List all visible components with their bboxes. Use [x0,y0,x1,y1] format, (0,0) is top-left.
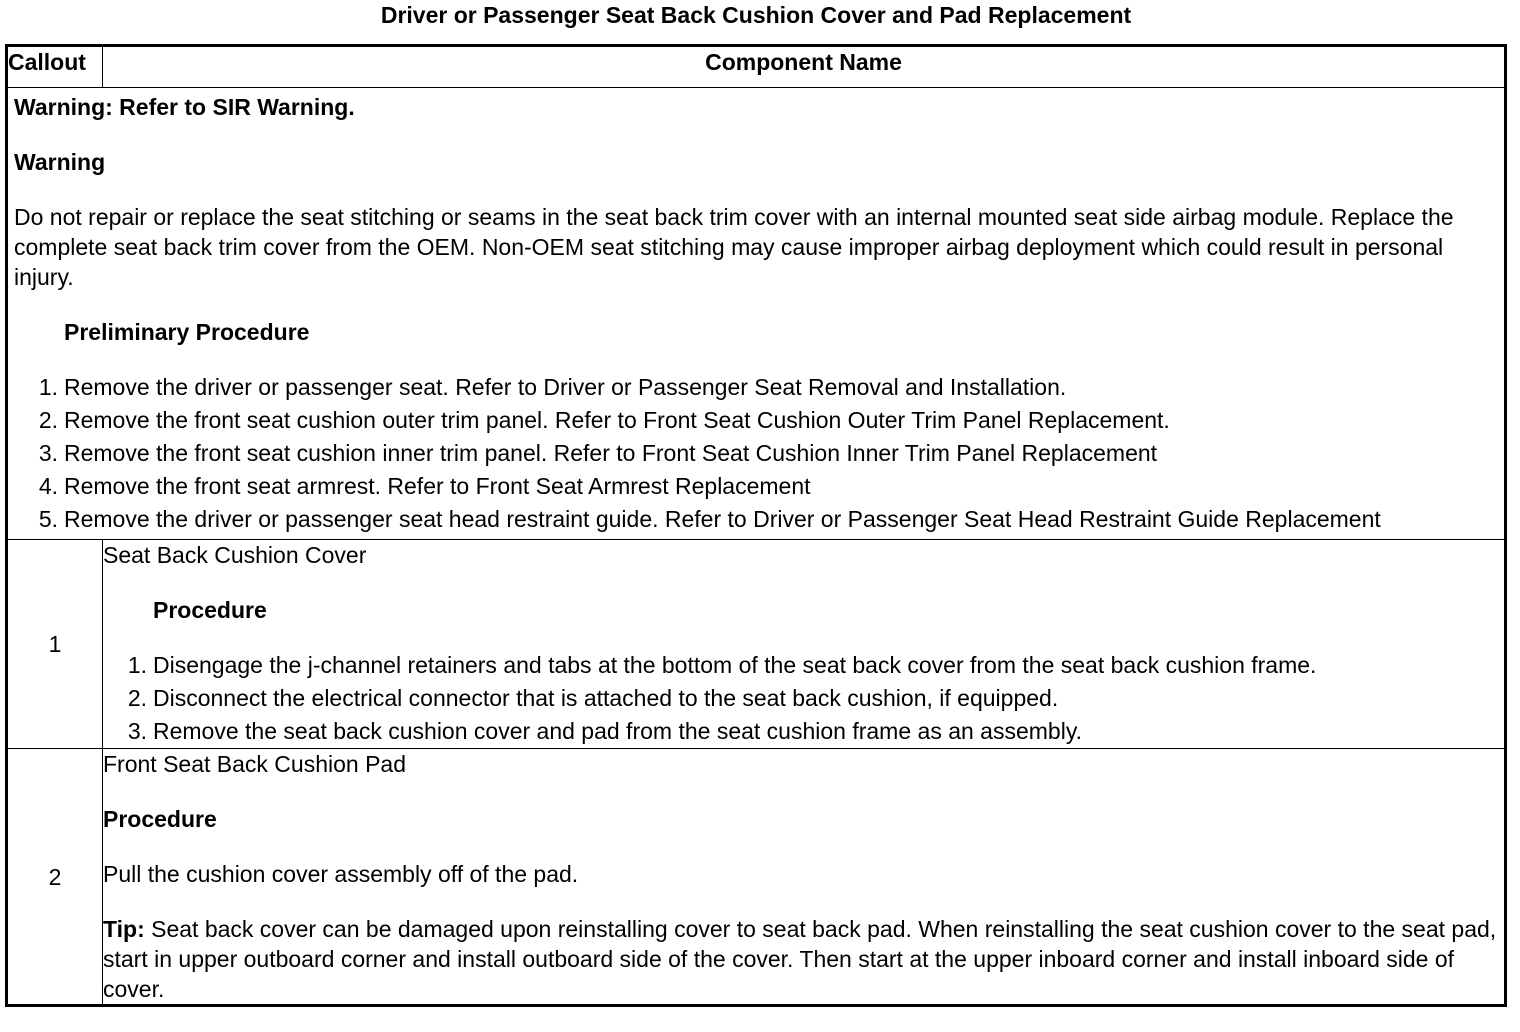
warning-text: Do not repair or replace the seat stitching or seams in the seat back trim cover with an internal mounted seat side airbag module. Replace the complete seat back trim cover from the OEM. Non-OEM seat stitching may cause improper airbag deployment which could result in personal injury. [14,204,1454,290]
procedure-heading: Procedure [153,597,267,623]
preliminary-cell [7,88,1506,540]
component-cell [103,540,1506,749]
callout-number: 2 [7,749,103,1006]
procedure-steps [103,649,1504,748]
procedure-heading: Procedure [103,806,217,832]
preliminary-steps [14,371,1498,536]
component-name: Seat Back Cushion Cover [103,542,367,568]
header-callout: Callout [7,46,103,88]
component-name: Front Seat Back Cushion Pad [103,751,406,777]
list-item: 4. Remove the front seat armrest. Refer to Front Seat Armrest Replacement [38,473,811,499]
sir-warning-ref: Warning: Refer to SIR Warning. [14,94,355,120]
tip-text: Seat back cover can be damaged upon reinstalling cover to seat back pad. When reinstalling the seat cushion cover to the seat pad, start in upper outboard corner and install outboard side of the cover. Then start at the upper inboard corner and install inboard side of cover. [103,916,1497,1002]
list-item: 3. Remove the front seat cushion inner trim panel. Refer to Front Seat Cushion Inner Trim Panel Replacement [38,440,1158,466]
callout-number: 1 [7,540,103,749]
procedure-table [5,44,1507,1007]
warning-heading: Warning [14,149,106,175]
component-cell [103,749,1506,1006]
table-row [7,749,1506,1006]
tip-label: Tip: [103,916,145,942]
list-item: 2. Disconnect the electrical connector that is attached to the seat back cushion, if equipped. [127,685,1059,711]
list-item: 5. Remove the driver or passenger seat head restraint guide. Refer to Driver or Passenger Seat Head Restraint Guide Replacement [38,506,1381,532]
preliminary-row [7,88,1506,540]
procedure-instruction: Pull the cushion cover assembly off of the pad. [103,861,579,887]
page-title: Driver or Passenger Seat Back Cushion Cover and Pad Replacement [380,2,1132,28]
list-item: 1. Disengage the j-channel retainers and tabs at the bottom of the seat back cover from the seat back cushion frame. [127,652,1317,678]
list-item: 3. Remove the seat back cushion cover and pad from the seat cushion frame as an assembly. [127,718,1083,744]
header-component-name: Component Name [103,46,1506,88]
tip-paragraph [103,914,1504,1004]
list-item: 2. Remove the front seat cushion outer trim panel. Refer to Front Seat Cushion Outer Trim Panel Replacement. [38,407,1170,433]
table-header-row [7,46,1506,88]
preliminary-procedure-heading: Preliminary Procedure [64,319,310,345]
table-row [7,540,1506,749]
list-item: 1. Remove the driver or passenger seat. Refer to Driver or Passenger Seat Removal and Installation. [38,374,1067,400]
